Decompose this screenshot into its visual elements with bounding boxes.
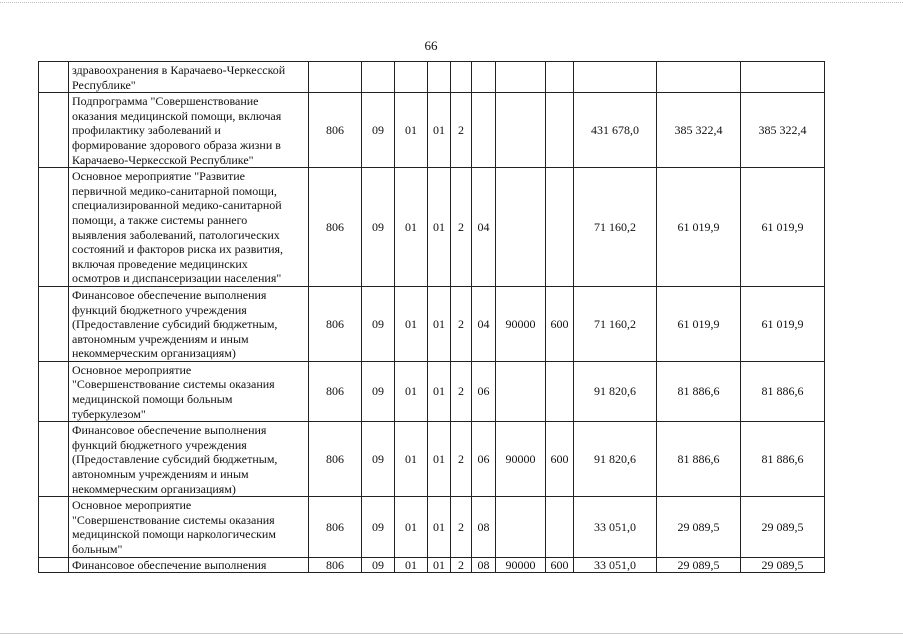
cell-subsection: 01 xyxy=(395,93,428,168)
cell-row-number xyxy=(39,286,69,361)
cell-event: 08 xyxy=(472,557,496,573)
cell-expense-type: 600 xyxy=(546,422,574,497)
cell-sum-year3: 385 322,4 xyxy=(741,93,825,168)
cell-sum-year2 xyxy=(657,62,741,93)
cell-subsection xyxy=(395,62,428,93)
cell-sum-year3: 81 886,6 xyxy=(741,361,825,421)
cell-event xyxy=(472,93,496,168)
cell-sum-year1 xyxy=(574,62,657,93)
cell-ministry: 806 xyxy=(309,361,362,421)
cell-row-number xyxy=(39,168,69,287)
cell-name: Финансовое обеспечение выполнения xyxy=(69,557,309,573)
cell-program: 01 xyxy=(428,286,451,361)
cell-row-number xyxy=(39,361,69,421)
cell-sum-year2: 29 089,5 xyxy=(657,557,741,573)
cell-subprogram: 2 xyxy=(451,422,472,497)
cell-row-number xyxy=(39,557,69,573)
cell-direction xyxy=(496,497,546,557)
cell-subprogram: 2 xyxy=(451,286,472,361)
cell-expense-type: 600 xyxy=(546,557,574,573)
cell-ministry: 806 xyxy=(309,168,362,287)
cell-expense-type xyxy=(546,497,574,557)
cell-subprogram: 2 xyxy=(451,497,472,557)
cell-program: 01 xyxy=(428,557,451,573)
cell-event: 04 xyxy=(472,286,496,361)
cell-name: Финансовое обеспечение выполнения функций бюджетного учреждения (Предоставление субсидий бюджетным, автономным учреждениям и иным некоммерческим организациям) xyxy=(69,286,309,361)
cell-direction: 90000 xyxy=(496,286,546,361)
cell-section: 09 xyxy=(362,286,395,361)
cell-row-number xyxy=(39,422,69,497)
cell-sum-year3: 61 019,9 xyxy=(741,286,825,361)
cell-program: 01 xyxy=(428,361,451,421)
cell-direction xyxy=(496,93,546,168)
cell-subsection: 01 xyxy=(395,557,428,573)
cell-ministry: 806 xyxy=(309,497,362,557)
cell-name: Основное мероприятие "Совершенствование системы оказания медицинской помощи наркологическим больным" xyxy=(69,497,309,557)
table-row xyxy=(39,557,825,573)
cell-expense-type xyxy=(546,361,574,421)
cell-section: 09 xyxy=(362,422,395,497)
cell-expense-type xyxy=(546,168,574,287)
cell-row-number xyxy=(39,62,69,93)
cell-event: 06 xyxy=(472,361,496,421)
cell-direction xyxy=(496,62,546,93)
cell-sum-year3: 29 089,5 xyxy=(741,497,825,557)
cell-section xyxy=(362,62,395,93)
cell-program: 01 xyxy=(428,168,451,287)
cell-section: 09 xyxy=(362,557,395,573)
table-row xyxy=(39,361,825,421)
cell-ministry xyxy=(309,62,362,93)
cell-section: 09 xyxy=(362,497,395,557)
cell-name: Основное мероприятие "Развитие первичной медико-санитарной помощи, специализированной медико-санитарной помощи, а также системы раннего выявления заболеваний, патологических состояний и факторов риска их развития, включая проведение медицинских осмотров и диспансеризации населения" xyxy=(69,168,309,287)
cell-name: здравоохранения в Карачаево-Черкесской Республике" xyxy=(69,62,309,93)
cell-program xyxy=(428,62,451,93)
cell-sum-year1: 91 820,6 xyxy=(574,422,657,497)
cell-sum-year3: 81 886,6 xyxy=(741,422,825,497)
cell-name: Финансовое обеспечение выполнения функций бюджетного учреждения (Предоставление субсидий бюджетным, автономным учреждениям и иным некоммерческим организациям) xyxy=(69,422,309,497)
cell-ministry: 806 xyxy=(309,557,362,573)
cell-subprogram: 2 xyxy=(451,93,472,168)
cell-name: Подпрограмма "Совершенствование оказания медицинской помощи, включая профилактику заболеваний и формирование здорового образа жизни в Карачаево-Черкесской Республике" xyxy=(69,93,309,168)
cell-section: 09 xyxy=(362,361,395,421)
cell-ministry: 806 xyxy=(309,93,362,168)
cell-program: 01 xyxy=(428,497,451,557)
cell-sum-year2: 81 886,6 xyxy=(657,361,741,421)
cell-sum-year3: 61 019,9 xyxy=(741,168,825,287)
cell-sum-year1: 431 678,0 xyxy=(574,93,657,168)
cell-row-number xyxy=(39,93,69,168)
table-row xyxy=(39,497,825,557)
cell-subsection: 01 xyxy=(395,286,428,361)
table-row xyxy=(39,422,825,497)
table-row xyxy=(39,286,825,361)
cell-sum-year1: 33 051,0 xyxy=(574,557,657,573)
cell-subprogram xyxy=(451,62,472,93)
cell-sum-year3 xyxy=(741,62,825,93)
cell-ministry: 806 xyxy=(309,286,362,361)
cell-name: Основное мероприятие "Совершенствование системы оказания медицинской помощи больным туберкулезом" xyxy=(69,361,309,421)
cell-sum-year1: 71 160,2 xyxy=(574,286,657,361)
cell-sum-year1: 33 051,0 xyxy=(574,497,657,557)
cell-sum-year2: 61 019,9 xyxy=(657,286,741,361)
cell-direction xyxy=(496,168,546,287)
cell-program: 01 xyxy=(428,93,451,168)
cell-direction: 90000 xyxy=(496,557,546,573)
cell-sum-year1: 71 160,2 xyxy=(574,168,657,287)
cell-ministry: 806 xyxy=(309,422,362,497)
cell-sum-year2: 81 886,6 xyxy=(657,422,741,497)
scan-edge-bottom xyxy=(0,633,903,635)
cell-row-number xyxy=(39,497,69,557)
cell-expense-type: 600 xyxy=(546,286,574,361)
page-number: 66 xyxy=(424,38,438,53)
cell-event: 04 xyxy=(472,168,496,287)
cell-section: 09 xyxy=(362,93,395,168)
cell-expense-type xyxy=(546,93,574,168)
budget-table xyxy=(38,61,825,573)
scan-edge-top xyxy=(0,2,903,4)
cell-event xyxy=(472,62,496,93)
cell-direction: 90000 xyxy=(496,422,546,497)
cell-subsection: 01 xyxy=(395,168,428,287)
table-row xyxy=(39,62,825,93)
cell-sum-year2: 385 322,4 xyxy=(657,93,741,168)
cell-sum-year2: 61 019,9 xyxy=(657,168,741,287)
cell-subsection: 01 xyxy=(395,497,428,557)
cell-event: 06 xyxy=(472,422,496,497)
cell-subprogram: 2 xyxy=(451,361,472,421)
table-row xyxy=(39,93,825,168)
table-row xyxy=(39,168,825,287)
cell-event: 08 xyxy=(472,497,496,557)
cell-subsection: 01 xyxy=(395,422,428,497)
cell-sum-year1: 91 820,6 xyxy=(574,361,657,421)
cell-expense-type xyxy=(546,62,574,93)
cell-subsection: 01 xyxy=(395,361,428,421)
cell-sum-year3: 29 089,5 xyxy=(741,557,825,573)
cell-subprogram: 2 xyxy=(451,168,472,287)
cell-subprogram: 2 xyxy=(451,557,472,573)
cell-program: 01 xyxy=(428,422,451,497)
cell-sum-year2: 29 089,5 xyxy=(657,497,741,557)
cell-direction xyxy=(496,361,546,421)
cell-section: 09 xyxy=(362,168,395,287)
